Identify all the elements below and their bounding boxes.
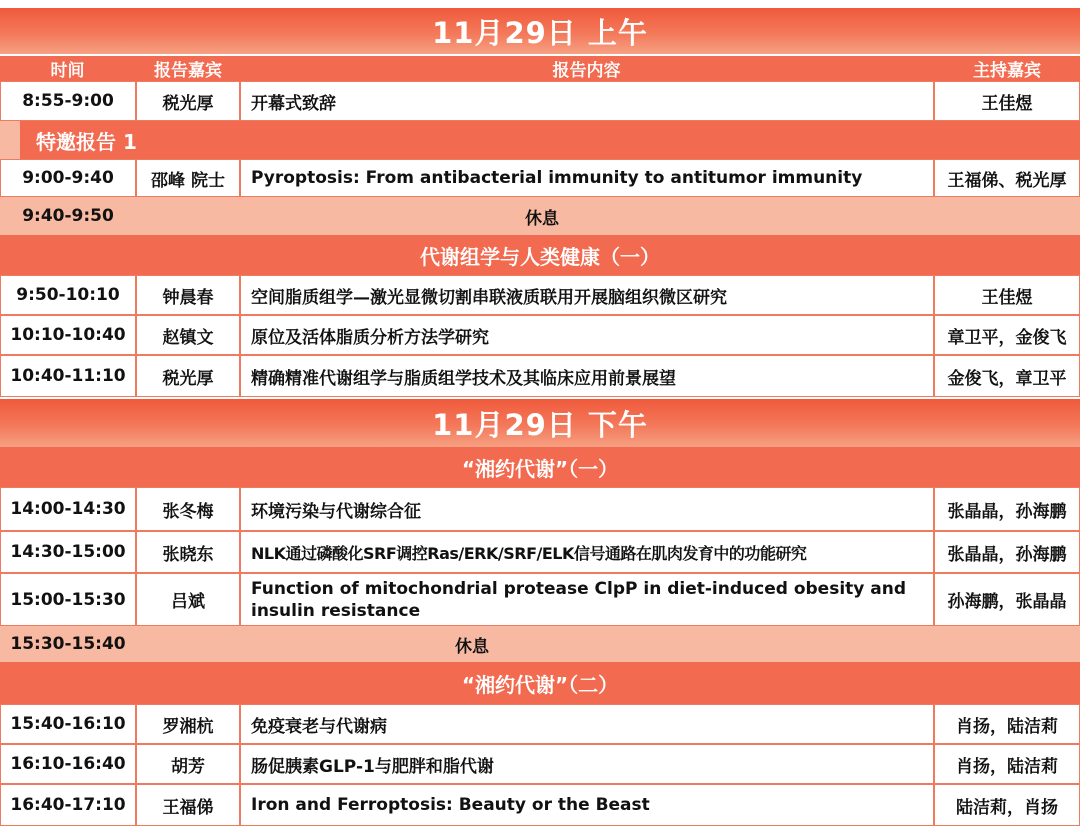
content-cell: 开幕式致辞 (240, 81, 934, 121)
host-cell: 章卫平，金俊飞 (934, 315, 1080, 355)
session-title-bar (0, 662, 1080, 704)
special-report-label: 特邀报告 1 (36, 129, 137, 154)
time-cell: 8:55-9:00 (0, 81, 136, 121)
special-report-notch (0, 121, 20, 159)
break-row (0, 626, 1080, 662)
header-speaker: 报告嘉宾 (154, 61, 222, 81)
header-time: 时间 (50, 61, 85, 81)
host-cell: 王佳煜 (934, 275, 1080, 315)
session-title: “湘约代谢”（二） (461, 672, 619, 697)
speaker-cell: 税光厚 (136, 81, 240, 121)
time-cell: 16:40-17:10 (0, 784, 136, 826)
table-row (0, 744, 1080, 784)
table-row (0, 487, 1080, 531)
speaker-cell: 钟晨春 (136, 275, 240, 315)
table-row (0, 784, 1080, 826)
time-cell: 15:00-15:30 (0, 573, 136, 626)
content-cell: 肠促胰素GLP-1与肥胖和脂代谢 (240, 744, 934, 784)
host-cell: 张晶晶，孙海鹏 (934, 487, 1080, 531)
time-cell: 10:40-11:10 (0, 355, 136, 397)
content-cell: Pyroptosis: From antibacterial immunity to antitumor immunity (240, 159, 934, 197)
host-cell: 孙海鹏，张晶晶 (934, 573, 1080, 626)
morning-title: 11月29日 上午 (432, 15, 648, 50)
table-row (0, 159, 1080, 197)
time-cell: 10:10-10:40 (0, 315, 136, 355)
break-label: 休息 (455, 636, 489, 657)
table-row (0, 315, 1080, 355)
session-title: “湘约代谢”（一） (461, 456, 619, 481)
content-cell: 环境污染与代谢综合征 (240, 487, 934, 531)
time-cell: 14:00-14:30 (0, 487, 136, 531)
break-label: 休息 (525, 208, 559, 229)
session-title-bar (0, 447, 1080, 487)
speaker-cell: 赵镇文 (136, 315, 240, 355)
table-row (0, 81, 1080, 121)
content-cell: 原位及活体脂质分析方法学研究 (240, 315, 934, 355)
time-cell: 9:50-10:10 (0, 275, 136, 315)
table-header (0, 56, 1080, 81)
host-cell: 张晶晶，孙海鹏 (934, 531, 1080, 573)
table-row (0, 531, 1080, 573)
table-row (0, 355, 1080, 397)
session-title: 代谢组学与人类健康（一） (420, 244, 660, 269)
table-row (0, 704, 1080, 744)
break-time: 15:30-15:40 (10, 634, 126, 654)
host-cell: 王福俤、税光厚 (934, 159, 1080, 197)
speaker-cell: 邵峰 院士 (136, 159, 240, 197)
content-cell: NLK通过磷酸化SRF调控Ras/ERK/SRF/ELK信号通路在肌肉发育中的功能研究 (240, 531, 934, 573)
content-cell: Function of mitochondrial protease ClpP in diet-induced obesity and insulin resistance (240, 573, 934, 626)
host-cell: 肖扬，陆洁莉 (934, 704, 1080, 744)
session-title-bar (0, 235, 1080, 275)
host-cell: 王佳煜 (934, 81, 1080, 121)
speaker-cell: 张冬梅 (136, 487, 240, 531)
speaker-cell: 王福俤 (136, 784, 240, 826)
host-cell: 陆洁莉，肖扬 (934, 784, 1080, 826)
time-cell: 14:30-15:00 (0, 531, 136, 573)
speaker-cell: 胡芳 (136, 744, 240, 784)
speaker-cell: 罗湘杭 (136, 704, 240, 744)
host-cell: 金俊飞，章卫平 (934, 355, 1080, 397)
content-cell: Iron and Ferroptosis: Beauty or the Beast (240, 784, 934, 826)
table-row (0, 573, 1080, 626)
afternoon-title: 11月29日 下午 (432, 407, 648, 442)
break-time: 9:40-9:50 (22, 206, 114, 226)
time-cell: 16:10-16:40 (0, 744, 136, 784)
header-host: 主持嘉宾 (973, 61, 1041, 81)
break-row (0, 197, 1080, 235)
time-cell: 15:40-16:10 (0, 704, 136, 744)
speaker-cell: 税光厚 (136, 355, 240, 397)
morning-banner (0, 8, 1080, 54)
speaker-cell: 吕斌 (136, 573, 240, 626)
table-row (0, 275, 1080, 315)
speaker-cell: 张晓东 (136, 531, 240, 573)
header-content: 报告内容 (552, 61, 621, 81)
afternoon-banner (0, 399, 1080, 447)
content-cell: 免疫衰老与代谢病 (240, 704, 934, 744)
time-cell: 9:00-9:40 (0, 159, 136, 197)
content-cell: 空间脂质组学—激光显微切割串联液质联用开展脑组织微区研究 (240, 275, 934, 315)
content-cell: 精确精准代谢组学与脂质组学技术及其临床应用前景展望 (240, 355, 934, 397)
special-report-bar (0, 121, 1080, 159)
host-cell: 肖扬，陆洁莉 (934, 744, 1080, 784)
